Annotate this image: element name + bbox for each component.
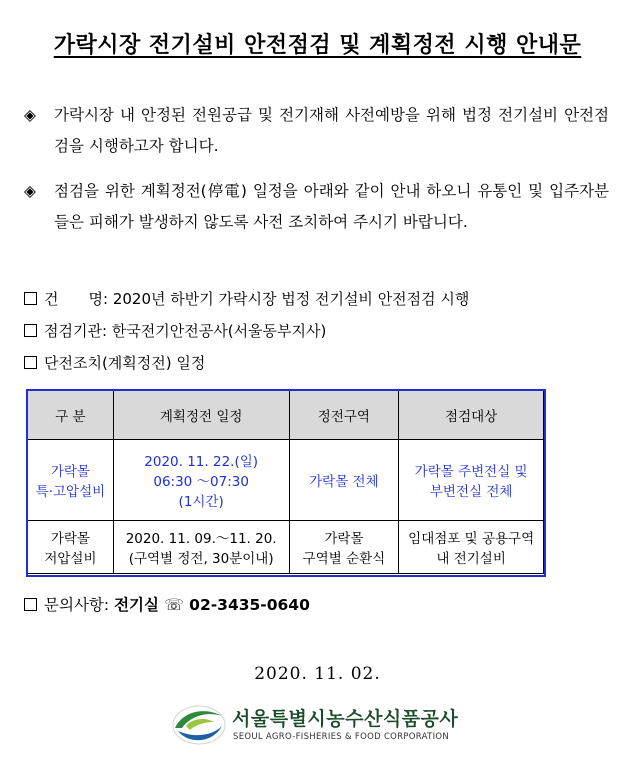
logo-korean-name: 서울특별시농수산식품공사 <box>232 708 459 730</box>
contact-value: 전기실 ☏ 02-3435-0640 <box>114 596 310 614</box>
cell-line: 가락몰 <box>50 464 90 480</box>
cell-line: 가락몰 <box>50 531 90 547</box>
table-row <box>28 521 544 574</box>
checkbox-square-icon <box>24 598 37 611</box>
header-zone: 정전구역 <box>289 391 399 440</box>
cell-category <box>28 521 114 574</box>
document-date: 2020. 11. 02. <box>254 664 381 684</box>
cell-target <box>399 521 544 574</box>
outage-schedule-table <box>27 390 544 574</box>
notice-paragraph-1 <box>24 100 609 162</box>
notice-paragraph-text: 점검을 위한 계획정전(停電) 일정을 아래와 같이 안내 하오니 유통인 및 입주자분들은 피해가 발생하지 않도록 사전 조치하여 주시기 바랍니다. <box>54 182 609 231</box>
checkbox-square-icon <box>24 356 37 369</box>
page-title-text: 가락시장 전기설비 안전점검 및 계획정전 시행 안내문 <box>53 33 582 58</box>
diamond-bullet-icon: ◈ <box>24 106 36 124</box>
header-target: 점검대상 <box>399 391 544 440</box>
cell-line: 구역별 순환식 <box>302 551 386 567</box>
table-header-row <box>28 391 544 440</box>
checkbox-square-icon <box>24 324 37 337</box>
item-label: 건 명 <box>44 290 103 308</box>
item-contact: 문의사항: 전기실 ☏ 02-3435-0640 <box>24 594 310 616</box>
header-schedule: 계획정전 일정 <box>113 391 289 440</box>
cell-line: 가락몰 전체 <box>309 474 379 490</box>
cell-schedule <box>113 440 289 521</box>
page-title <box>0 28 635 59</box>
cell-line: 특·고압설비 <box>35 484 106 500</box>
item-value: 2020년 하반기 가락시장 법정 전기설비 안전점검 시행 <box>112 290 470 308</box>
diamond-bullet-icon: ◈ <box>24 182 36 200</box>
cell-line: 2020. 11. 09.～11. 20. <box>125 531 277 547</box>
cell-line: 06:30 ～07:30 <box>153 474 249 490</box>
cell-line: 임대점포 및 공용구역 <box>408 531 535 547</box>
cell-line: 저압설비 <box>44 551 97 567</box>
cell-line: (구역별 정전, 30분이내) <box>128 551 274 567</box>
checkbox-square-icon <box>24 292 37 305</box>
notice-paragraph-2 <box>24 176 609 238</box>
cell-line: 가락몰 주변전실 및 <box>414 464 528 480</box>
item-agency: 점검기관: 한국전기안전공사(서울동부지사) <box>24 320 326 342</box>
cell-line: 부변전실 전체 <box>429 484 513 500</box>
cell-zone <box>289 440 399 521</box>
item-value: 한국전기안전공사(서울동부지사) <box>111 322 327 340</box>
item-subject: 건 명: 2020년 하반기 가락시장 법정 전기설비 안전점검 시행 <box>24 288 469 310</box>
header-category: 구 분 <box>28 391 114 440</box>
cell-line: 내 전기설비 <box>436 551 506 567</box>
logo-english-name: SEOUL AGRO-FISHERIES & FOOD CORPORATION <box>233 732 450 742</box>
item-schedule-heading <box>24 352 205 374</box>
cell-category <box>28 440 114 521</box>
item-label: 점검기관 <box>44 322 102 340</box>
cell-line: 2020. 11. 22.(일) <box>144 454 259 470</box>
cell-zone <box>289 521 399 574</box>
cell-line: (1시간) <box>178 494 224 510</box>
cell-line: 가락몰 <box>324 531 364 547</box>
contact-label: 문의사항 <box>44 596 104 614</box>
table-row <box>28 440 544 521</box>
cell-target <box>399 440 544 521</box>
notice-paragraph-text: 가락시장 내 안정된 전원공급 및 전기재해 사전예방을 위해 법정 전기설비 안전점검을 시행하고자 합니다. <box>54 106 609 155</box>
cell-schedule <box>113 521 289 574</box>
item-label: 단전조치(계획정전) 일정 <box>44 354 206 372</box>
corporation-emblem-icon <box>172 704 226 746</box>
organization-logo <box>172 702 472 752</box>
